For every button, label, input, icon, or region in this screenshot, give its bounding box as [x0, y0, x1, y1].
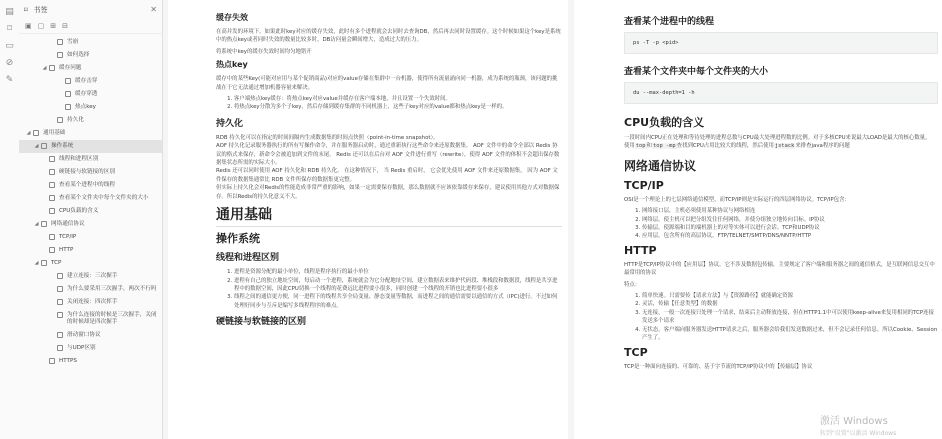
- bookmark-label: TCP/IP: [59, 234, 77, 240]
- list-item: 2. 网络层，使主机可以把分组发往任何网络，并使分组独立地传向目标。IP协议: [642, 216, 938, 224]
- comment-icon[interactable]: ▭: [5, 41, 14, 51]
- paragraph-features: 特点：: [624, 281, 641, 288]
- bookmark-page-icon: [57, 273, 63, 279]
- close-icon[interactable]: ✕: [150, 5, 157, 14]
- text-span: 使用: [624, 143, 635, 150]
- bookmark-page-icon: [49, 169, 55, 175]
- process-thread-list: [216, 268, 562, 310]
- list-item: 3. 线程之间的通信更方便，同一进程下的线程共享全局变量、静态变量等数据，而进程之间的通信需要以通信的方式（IPC)进行。不过如何处理好同步与互斥是编写多线程程序的难点。: [234, 293, 562, 310]
- add-bookmark-icon[interactable]: ⊞: [50, 22, 57, 30]
- bookmark-label: 热点key: [75, 104, 96, 110]
- bookmark-label: 为什么连接的时候是三次握手，关闭的时候却是四次握手: [67, 312, 157, 325]
- heading-tcpip: TCP/IP: [624, 178, 664, 192]
- bookmark-page-icon: [49, 234, 55, 240]
- bookmark-page-icon: [33, 130, 39, 136]
- bookmark-item[interactable]: [19, 101, 162, 114]
- bookmark-item[interactable]: [19, 205, 162, 218]
- bookmark-label: 查看某个文件夹中每个文件夹的大小: [59, 195, 149, 201]
- text-span: 来排查java程序的问题: [795, 143, 850, 150]
- bookmark-label: 滑动窗口协议: [67, 332, 101, 338]
- bookmark-page-icon: [49, 247, 55, 253]
- bookmark-label: 查看某个进程中的线程: [59, 182, 115, 188]
- bookmark-item[interactable]: [19, 62, 162, 75]
- list-item: 4. 无状态，客户端向服务器发送HTTP请求之后，服务器会给我们发送数据过来，但不会记录任何信息。所以Cookie、Session产生了。: [642, 326, 938, 343]
- page-thumbnail-icon[interactable]: ▤: [5, 7, 14, 17]
- activation-watermark: 激活 Windows: [820, 416, 888, 427]
- hotkey-list: [216, 95, 562, 112]
- expand-arrow-icon[interactable]: ◢: [42, 65, 47, 71]
- bookmark-item[interactable]: [19, 257, 162, 270]
- bookmark-toolbar: [19, 19, 162, 34]
- pdf-page-right: [574, 0, 942, 439]
- expand-arrow-icon[interactable]: ◢: [26, 130, 31, 136]
- bookmark-item[interactable]: [19, 153, 162, 166]
- bookmark-label: 雪崩: [67, 39, 79, 45]
- inline-code: top: [635, 143, 646, 150]
- heading-process-thread: 线程和进程区别: [216, 253, 280, 264]
- bookmark-panel: [19, 0, 163, 439]
- heading-cache-invalid: 缓存失效: [216, 13, 248, 22]
- bookmark-item[interactable]: [19, 179, 162, 192]
- bookmark-page-icon: [41, 143, 47, 149]
- bookmark-icon[interactable]: ⌑: [7, 24, 12, 34]
- bookmark-page-icon: [57, 332, 63, 338]
- bookmark-label: 缓存穿透: [75, 91, 98, 97]
- list-item: 3. 无连接，一般一次连接只处理一个请求，结束后主动释放连接，但在HTTP1.1中可以使用keep-alive来复用相同的TCP连接发送多个请求: [642, 309, 938, 326]
- bookmark-page-icon: [65, 91, 71, 97]
- bookmark-page-icon: [65, 104, 71, 110]
- expand-arrow-icon[interactable]: ◢: [34, 221, 39, 227]
- bookmark-page-icon: [57, 345, 63, 351]
- bookmark-item[interactable]: [19, 270, 162, 283]
- bookmark-label: HTTPS: [59, 358, 77, 364]
- heading-hard-soft-link: 硬链接与软链接的区别: [216, 317, 307, 328]
- tcpip-list: [624, 207, 938, 241]
- bookmark-label: 与UDP区别: [67, 345, 96, 351]
- heading-tcp: TCP: [624, 345, 648, 359]
- list-item: 1. 简单快速。只需要传【请求方法】与【资源路径】就能确定资源: [642, 292, 938, 300]
- bookmark-page-icon: [57, 286, 63, 292]
- bookmark-label: 为什么要采用三次握手，两次不行吗: [67, 286, 157, 292]
- bookmark-header-icon: ⌑: [24, 5, 28, 14]
- bookmark-item[interactable]: [19, 166, 162, 179]
- bookmark-label: 缓存问题: [59, 65, 82, 71]
- signature-icon[interactable]: ✎: [5, 75, 14, 85]
- bookmark-page-icon: [49, 208, 55, 214]
- bookmark-item[interactable]: [19, 49, 162, 62]
- bookmark-page-icon: [41, 221, 47, 227]
- bookmark-page-icon: [49, 182, 55, 188]
- bookmark-page-icon: [65, 78, 71, 84]
- bookmark-label: 通用基础: [43, 130, 66, 136]
- bookmark-page-icon: [49, 358, 55, 364]
- heading-cpu-load: CPU负载的含义: [624, 116, 705, 129]
- bookmark-item[interactable]: [19, 355, 162, 368]
- bookmark-page-icon: [57, 312, 63, 318]
- delete-bookmark-icon[interactable]: ⊟: [62, 22, 68, 30]
- bookmark-panel-header: [19, 0, 162, 19]
- bookmark-item[interactable]: [19, 296, 162, 309]
- bookmark-item[interactable]: [19, 283, 162, 296]
- bookmark-label: HTTP: [59, 247, 74, 253]
- list-item: 4. 应用层，包含所有的高层协议，FTP/TELNET/SMTP/DNS/NNTP/HTTP: [642, 232, 938, 240]
- list-item: 2. 进程有自己的独立地址空间，每启动一个进程，系统就会为它分配地址空间，建立数据表来维护代码段、堆栈段和数据段，线程是共享进程中的数据空间，因此CPU切换一个线程的花费远比进程要小很多，同时创建一个线程的开销也比进程要小很多: [234, 277, 562, 294]
- bookmark-label: 操作系统: [51, 143, 74, 149]
- bookmark-label: 关闭连接：四次挥手: [67, 299, 118, 305]
- paragraph-hotkey: 缓存中的某些Key(可能对应用与某个促销商品)对应的value存储在集群中一台机器，使得所有流量涌向同一机器，成为系统的瓶颈，该问题的挑战在于它无法通过增加机器容量来解决。: [216, 76, 558, 91]
- heading-operating-system: 操作系统: [216, 232, 260, 246]
- list-item: 1. 进程是资源分配的最小单位，线程是程序执行的最小单位: [234, 268, 562, 276]
- bookmark-item[interactable]: [19, 36, 162, 49]
- paragraph-tcp: TCP是一种面向连接的、可靠的、基于字节流的TCP/IP协议中的【传输层】协议: [624, 363, 813, 370]
- bookmark-panel-title: 书签: [33, 5, 48, 14]
- bookmark-label: 持久化: [67, 117, 84, 123]
- bookmark-item[interactable]: [19, 192, 162, 205]
- paragraph-cpu-tools: [624, 142, 938, 150]
- bookmark-item[interactable]: [19, 329, 162, 342]
- bookmark-page-icon: [49, 65, 55, 71]
- list-item: 2. 灵活，传输【任意类型】的数据: [642, 300, 938, 308]
- code-block-threads: ps -T -p <pid>: [624, 32, 938, 54]
- heading-network-protocol: 网络通信协议: [624, 158, 697, 173]
- bookmark-label: 缓存击穿: [75, 78, 98, 84]
- paragraph-cache-invalid: 在高并发的环境下，如果此时key对应的缓存失效，此时有多个进程就会去同时去查询DB，然后再去同时设置缓存。这个时候如果这个key是系统中的热点key或者同时失效的数量比较多时，DB访问量会瞬间增大，造成过大的压力。: [216, 29, 561, 44]
- collapse-all-icon[interactable]: ▢: [37, 22, 45, 30]
- inline-code: top -mp: [652, 143, 676, 150]
- bookmark-label: 如何选择: [67, 52, 90, 58]
- expand-arrow-icon[interactable]: ◢: [34, 260, 39, 266]
- list-item: 2. 将热点key分散为多个子key，然后存储到缓存集群的不同机器上，这些子key对应的value都和热点key是一样的。: [234, 103, 562, 111]
- bookmark-label: 硬链接与软链接的区别: [59, 169, 115, 175]
- bookmark-page-icon: [57, 299, 63, 305]
- text-span: 查找到CPU占用比较大的线程，然后使用: [676, 143, 774, 150]
- bookmark-item[interactable]: [19, 231, 162, 244]
- bookmark-item[interactable]: [19, 140, 162, 153]
- bookmark-page-icon: [57, 52, 63, 58]
- bookmark-label: CPU负载的含义: [59, 208, 99, 214]
- heading-hotkey: 热点key: [216, 60, 248, 70]
- bookmark-page-icon: [49, 156, 55, 162]
- bookmark-item[interactable]: [19, 309, 162, 329]
- code-block-du: du --max-depth=1 -h: [624, 82, 938, 104]
- bookmark-item[interactable]: [19, 244, 162, 257]
- heading-http: HTTP: [624, 243, 657, 257]
- bookmark-label: 建立连接：三次握手: [67, 273, 118, 279]
- text-span: 和: [646, 143, 652, 150]
- heading-persistence: 持久化: [216, 118, 244, 129]
- bookmark-item[interactable]: [19, 218, 162, 231]
- heading-folder-size: 查看某个文件夹中每个文件夹的大小: [624, 67, 769, 77]
- bookmark-page-icon: [49, 195, 55, 201]
- paragraph-persistence: AOF 持久化记录服务器执行的所有写操作命令，并在服务器启动时，通过重新执行这些命令来还原数据集。 AOF 文件中的命令全部以 Redis 协议的格式来保存，新命令会被追加到文件的末尾。 Redis 还可以在后台对 AOF 文件进行重写（rewrite），使得 AOF 文件的体积不会超出保存数据集状态所需的实际大小。: [216, 143, 560, 167]
- bookmark-item[interactable]: [19, 114, 162, 127]
- bookmark-page-icon: [57, 117, 63, 123]
- paragraph-cpu-load: 一段时间内CPU正在处理和等待处理的进程总数与CPU最大处理进程数的比例。对于多核CPU来说最大LOAD是最大的核心数量。: [624, 135, 931, 141]
- paragraph-persistence: 但实际上持久化会对Redis的性能造成非常严重的影响，如果一定需要保存数据，那么数据就不应该依靠缓存来保存，建议使用其他方式对数据保存。所以Redis的持久化意义不大。: [216, 185, 560, 200]
- paragraph-persistence: Redis 还可以同时使用 AOF 持久化和 RDB 持久化。 在这种情况下， 当 Redis 重启时， 它会优先使用 AOF 文件来还原数据集， 因为 AOF 文件保存的数据集通常比 RDB 文件所保存的数据集更完整。: [216, 168, 558, 183]
- tool-rail: [0, 0, 20, 439]
- bookmark-item[interactable]: [19, 127, 162, 140]
- paragraph-random-expire: 将系统中key的缓存失效时间均匀地错开: [216, 48, 312, 55]
- attachment-icon[interactable]: ⊘: [5, 58, 14, 68]
- bookmark-label: 线程和进程区别: [59, 156, 99, 162]
- http-features-list: [624, 292, 938, 342]
- bookmark-page-icon: [41, 260, 47, 266]
- paragraph-tcpip: OSI是一个理论上的七层网络通信模型，而TCP/IP则是实际运行的四层网络协议。TCP/IP包含：: [624, 196, 850, 203]
- bookmark-page-icon: [57, 39, 63, 45]
- list-item: 1. 客户端热点key缓存：将热点key对应value并缓存在客户端本地，并且设置一个失效时间。: [234, 95, 562, 103]
- expand-arrow-icon[interactable]: ◢: [34, 143, 39, 149]
- heading-view-threads: 查看某个进程中的线程: [624, 17, 715, 27]
- paragraph-http: HTTP是TCP/IP协议中的【应用层】协议。它不涉及数据包传输，主要规定了客户端和服务器之间的通信格式，是互联网信息交互中最常用的协议: [624, 261, 935, 277]
- inline-code: jstack: [774, 143, 795, 150]
- bookmark-label: TCP: [51, 260, 62, 266]
- bookmark-label: 网络通信协议: [51, 221, 85, 227]
- expand-all-icon[interactable]: ▣: [25, 22, 32, 30]
- bookmark-item[interactable]: [19, 75, 162, 88]
- list-item: 3. 传输层，使源端和目的端机器上的对等实体可以进行会话。TCP和UDP协议: [642, 224, 938, 232]
- list-item: 1. 网络接口层，主机必须使用某种协议与网络相连: [642, 207, 938, 215]
- activation-watermark-hint: 转到"设置"以激活 Windows: [820, 430, 897, 437]
- heading-general-basics: 通用基础: [216, 204, 562, 227]
- pdf-page-left: [168, 0, 568, 439]
- bookmark-tree: [19, 34, 162, 368]
- bookmark-item[interactable]: [19, 88, 162, 101]
- bookmark-item[interactable]: [19, 342, 162, 355]
- paragraph-persistence: RDB 持久化可以在指定的时间间隔内生成数据集的时间点快照（point-in-time snapshot）。: [216, 134, 439, 141]
